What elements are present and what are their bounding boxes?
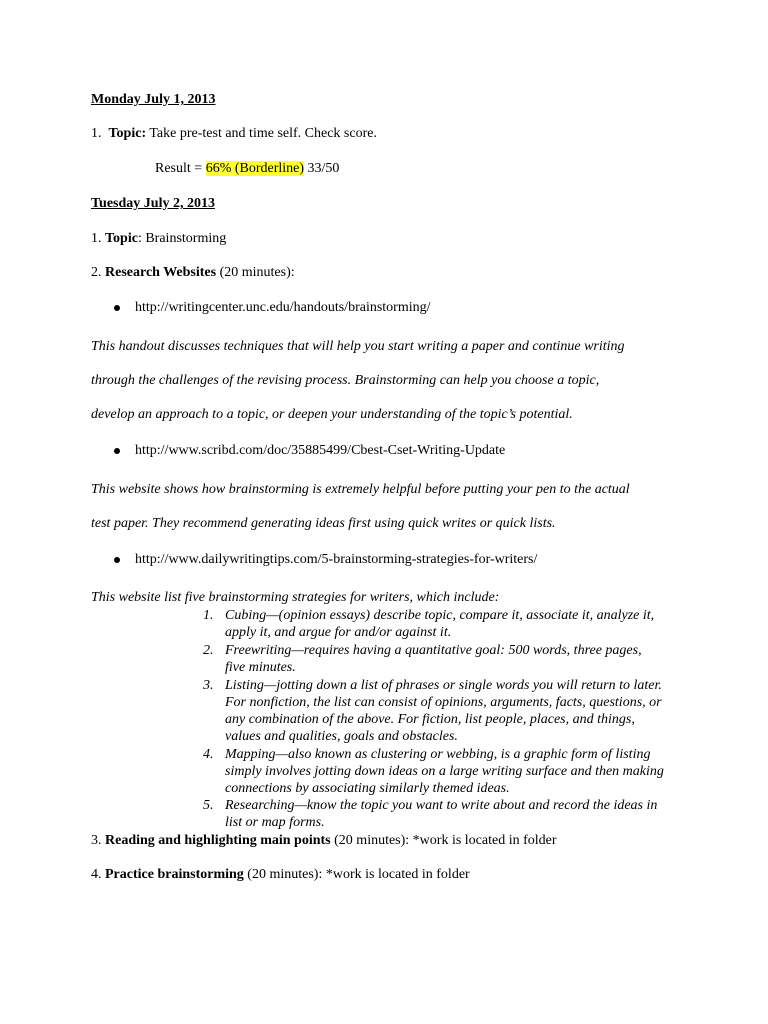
bullet-icon	[114, 557, 120, 563]
monday-heading: Monday July 1, 2013	[91, 92, 216, 107]
item-number: 3.	[91, 833, 102, 848]
result-suffix: 33/50	[304, 161, 340, 176]
website-link-1[interactable]: http://writingcenter.unc.edu/handouts/brainstorming/	[135, 300, 431, 315]
tuesday-item-4	[91, 866, 470, 884]
research-text: (20 minutes):	[216, 265, 295, 280]
tuesday-heading: Tuesday July 2, 2013	[91, 196, 215, 211]
research-label: Research Websites	[105, 265, 217, 280]
strategy-number: 3.	[203, 678, 214, 693]
reading-label: Reading and highlighting main points	[105, 833, 331, 848]
strategy-number: 5.	[203, 798, 214, 813]
strategy-number: 4.	[203, 747, 214, 762]
item-number: 4.	[91, 867, 102, 882]
strategy-item-mapping: Mapping—also known as clustering or webbing, is a graphic form of listing simply involves jotting down ideas on a large writing surface and then making connections by associating similarly themed ideas.	[225, 747, 664, 796]
bullet-icon	[114, 305, 120, 311]
item-number: 2.	[91, 265, 102, 280]
strategy-item-freewriting: Freewriting—requires having a quantitative goal: 500 words, three pages, five minutes.	[225, 643, 642, 675]
practice-label: Practice brainstorming	[105, 867, 244, 882]
topic-text: : Brainstorming	[137, 231, 227, 246]
tuesday-item-3	[91, 832, 557, 850]
result-prefix: Result =	[155, 161, 206, 176]
topic-label: Topic	[105, 231, 138, 246]
strategy-item-cubing: Cubing—(opinion essays) describe topic, compare it, associate it, analyze it, apply it, and argue for and/or against it.	[225, 608, 655, 640]
bullet-icon	[114, 448, 120, 454]
monday-item-1	[91, 125, 377, 143]
tuesday-item-2	[91, 264, 295, 282]
website-link-3[interactable]: http://www.dailywritingtips.com/5-brainstorming-strategies-for-writers/	[135, 552, 538, 567]
strategy-number: 2.	[203, 643, 214, 658]
strategy-item-listing: Listing—jotting down a list of phrases or single words you will return to later. For nonfiction, the list can consist of opinions, arguments, facts, questions, or any combination of the above. For fiction, list people, places, and things, values and qualities, goals and obstacles.	[225, 678, 662, 744]
website-2-desc-line-1: This website shows how brainstorming is extremely helpful before putting your pen to the actual	[91, 482, 630, 497]
website-2-desc-line-2: test paper. They recommend generating ideas first using quick writes or quick lists.	[91, 516, 556, 531]
website-3-desc-line-1: This website list five brainstorming strategies for writers, which include:	[91, 590, 500, 605]
tuesday-item-1	[91, 230, 226, 248]
website-1-desc-line-2: through the challenges of the revising process. Brainstorming can help you choose a topic,	[91, 373, 600, 388]
website-link-2[interactable]: http://www.scribd.com/doc/35885499/Cbest-Cset-Writing-Update	[135, 443, 506, 458]
reading-text: (20 minutes): *work is located in folder	[330, 833, 557, 848]
result-highlight: 66% (Borderline)	[205, 161, 305, 176]
item-number: 1.	[91, 126, 102, 141]
strategy-number: 1.	[203, 608, 214, 623]
website-1-desc-line-1: This handout discusses techniques that will help you start writing a paper and continue writing	[91, 339, 625, 354]
result-line	[155, 160, 339, 178]
topic-label: Topic:	[108, 126, 147, 141]
practice-text: (20 minutes): *work is located in folder	[243, 867, 470, 882]
website-1-desc-line-3: develop an approach to a topic, or deepen your understanding of the topic’s potential.	[91, 407, 573, 422]
topic-text: Take pre-test and time self. Check score.	[149, 126, 377, 141]
item-number: 1.	[91, 231, 102, 246]
strategy-item-researching: Researching—know the topic you want to write about and record the ideas in list or map forms.	[225, 798, 658, 830]
